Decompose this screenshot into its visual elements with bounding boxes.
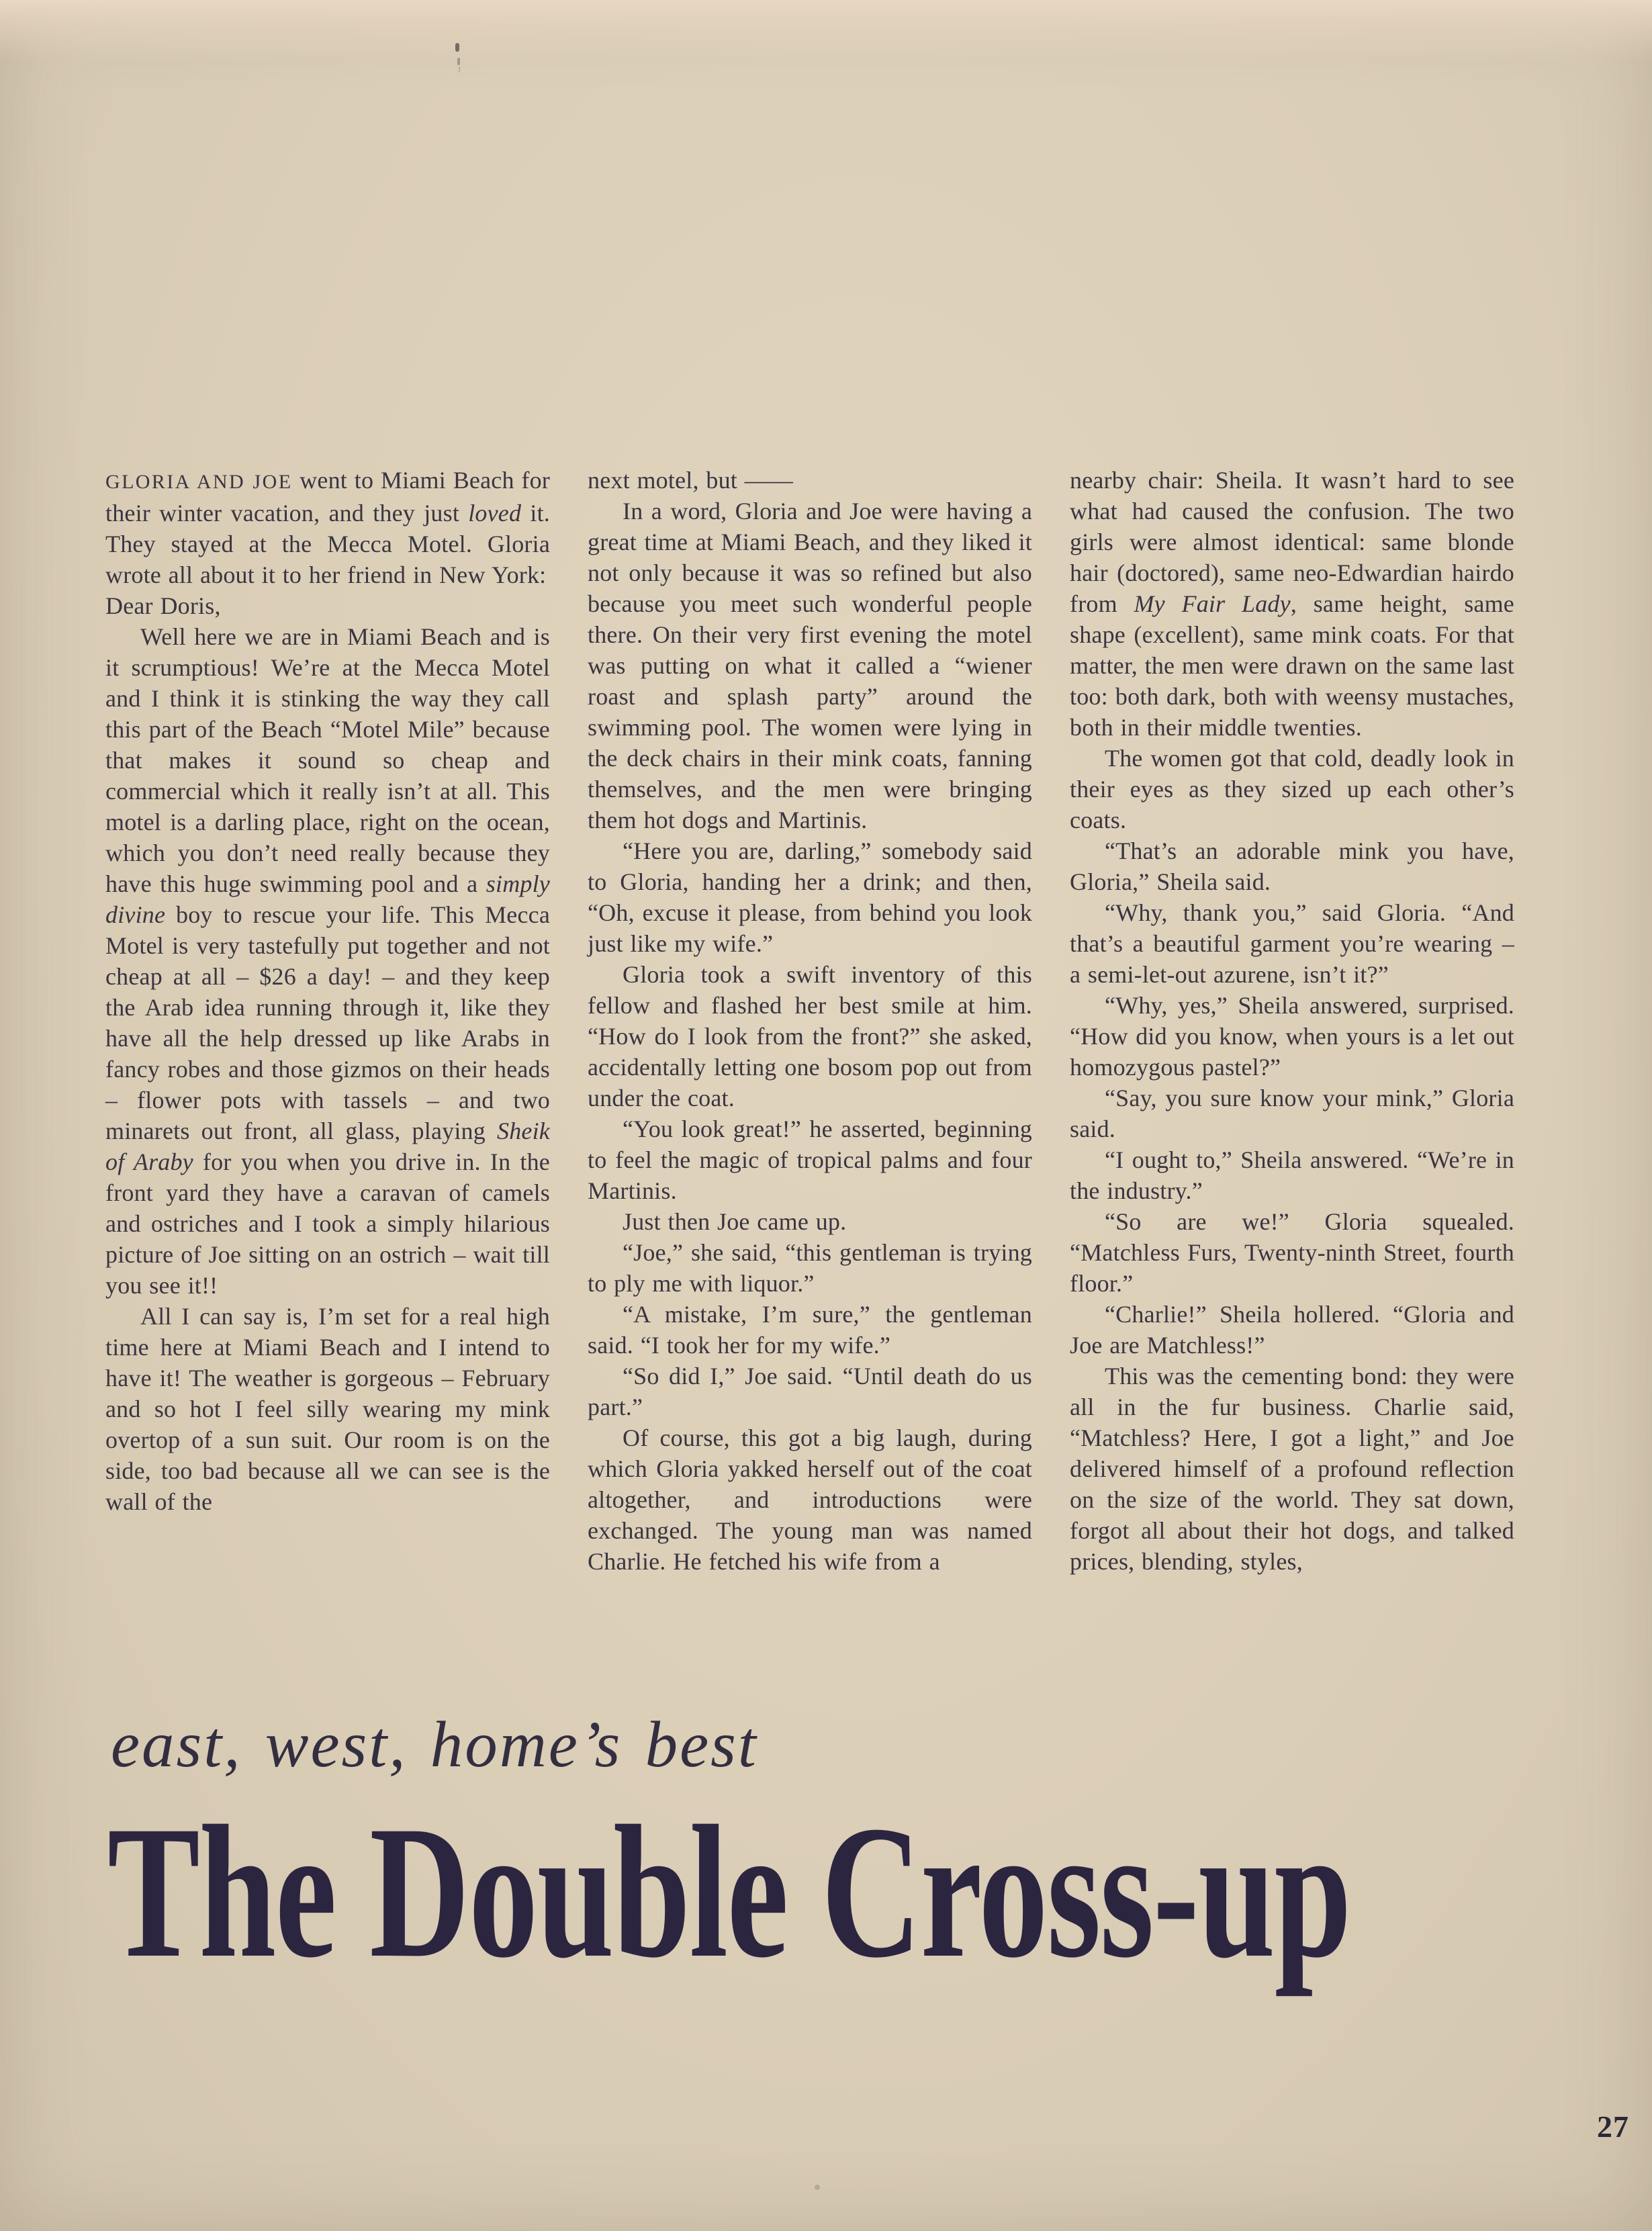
- paragraph: [105, 1301, 550, 1517]
- article-column-2: [588, 465, 1032, 1577]
- text-segment: Gloria took a swift inventory of this fellow and flashed her best smile at him. “How do I look from the front?” she asked, accidentally letting one bosom pop out from under the coat.: [588, 961, 1032, 1111]
- article-column-1: [105, 465, 550, 1577]
- paragraph: [1070, 465, 1514, 743]
- text-segment: All I can say is, I’m set for a real high time here at Miami Beach and I intend to have it! The weather is gorgeous – February and so hot I feel silly wearing my mink overtop of a sun suit. Our room is on the side, too bad because all we can see is the wall of the: [105, 1303, 550, 1515]
- text-segment: went to Miami Beach for their winter vacation, and they just: [105, 467, 550, 527]
- paragraph: [1070, 835, 1514, 897]
- paragraph: [588, 1206, 1032, 1237]
- text-segment: “Why, yes,” Sheila answered, surprised. “How did you know, when yours is a let out homozygous pastel?”: [1070, 992, 1514, 1081]
- text-segment: “Here you are, darling,” somebody said to Gloria, handing her a drink; and then, “Oh, excuse it please, from behind you look just like my wife.”: [588, 837, 1032, 957]
- text-segment: nearby chair: Sheila. It wasn’t hard to see what had caused the confusion. The two girls were almost identical: same blonde hair (doctored), same neo-Edwardian hairdo from: [1070, 467, 1514, 617]
- paragraph: [1070, 743, 1514, 835]
- article-column-3: [1070, 465, 1514, 1577]
- paragraph: [588, 465, 1032, 496]
- paragraph: [105, 621, 550, 1301]
- text-segment: it. They stayed at the Mecca Motel. Gloria wrote all about it to her friend in New York:: [105, 500, 550, 588]
- paragraph: [1070, 1361, 1514, 1577]
- text-segment: Well here we are in Miami Beach and is it scrumptious! We’re at the Mecca Motel and I think it is stinking the way they call this part of the Beach “Motel Mile” because that makes it sound so cheap and commercial which it really isn’t at all. This motel is a darling place, right on the ocean, which you don’t need really because they have this huge swimming pool and a: [105, 623, 550, 897]
- text-segment: “I ought to,” Sheila answered. “We’re in the industry.”: [1070, 1146, 1514, 1204]
- paragraph: [588, 1361, 1032, 1422]
- paragraph: [1070, 1299, 1514, 1361]
- text-segment: “So are we!” Gloria squealed. “Matchless Furs, Twenty-ninth Street, fourth floor.”: [1070, 1208, 1514, 1297]
- text-segment-italic: simply divine: [105, 870, 550, 928]
- text-segment: “Joe,” she said, “this gentleman is trying to ply me with liquor.”: [588, 1239, 1032, 1297]
- text-segment: “You look great!” he asserted, beginning to feel the magic of tropical palms and four Martinis.: [588, 1116, 1032, 1204]
- paragraph: [1070, 1144, 1514, 1206]
- text-segment: Dear Doris,: [105, 592, 221, 619]
- kicker-tagline: east, west, home’s best: [111, 1709, 758, 1780]
- text-segment: “So did I,” Joe said. “Until death do us part.”: [588, 1363, 1032, 1420]
- text-segment: Of course, this got a big laugh, during which Gloria yakked herself out of the coat altogether, and introductions were exchanged. The young man was named Charlie. He fetched his wife from a: [588, 1424, 1032, 1575]
- text-segment: “That’s an adorable mink you have, Gloria,” Sheila said.: [1070, 837, 1514, 895]
- paragraph: [1070, 990, 1514, 1083]
- paragraph: [588, 496, 1032, 835]
- text-segment: “Charlie!” Sheila hollered. “Gloria and Joe are Matchless!”: [1070, 1301, 1514, 1359]
- text-segment: for you when you drive in. In the front yard they have a caravan of camels and ostriches and I took a simply hilarious picture of Joe sitting on an ostrich – wait till you see it!!: [105, 1148, 550, 1299]
- text-segment: “Say, you sure know your mink,” Gloria said.: [1070, 1085, 1514, 1142]
- text-segment-italic: Sheik of Araby: [105, 1118, 550, 1175]
- paragraph: [105, 590, 550, 621]
- article-body: [105, 465, 1514, 1577]
- paragraph: [588, 1422, 1032, 1577]
- text-segment: This was the cementing bond: they were all in the fur business. Charlie said, “Matchless? Here, I got a light,” and Joe delivered himself of a profound reflection on the size of the world. They sat down, forgot all about their hot dogs, and talked prices, blending, styles,: [1070, 1363, 1514, 1575]
- text-segment: Just then Joe came up.: [623, 1208, 847, 1235]
- paragraph: [588, 1113, 1032, 1206]
- text-segment: boy to rescue your life. This Mecca Motel is very tastefully put together and not cheap at all – $26 a day! – and they keep the Arab idea running through it, like they have all the help dressed up like Arabs in fancy robes and those gizmos on their heads – flower pots with tassels – and two minarets out front, all glass, playing: [105, 901, 550, 1144]
- text-segment: “Why, thank you,” said Gloria. “And that’s a beautiful garment you’re wearing – a semi-let-out azurene, isn’t it?”: [1070, 899, 1514, 988]
- text-segment: next motel, but ——: [588, 467, 794, 494]
- paragraph: [588, 1237, 1032, 1299]
- paragraph: [1070, 1206, 1514, 1299]
- text-segment: , same height, same shape (excellent), same mink coats. For that matter, the men were drawn on the same last too: both dark, both with weensy mustaches, both in their middle twenties.: [1070, 590, 1514, 741]
- paragraph: [105, 465, 550, 590]
- print-speck: [815, 2185, 820, 2190]
- text-segment-italic: loved: [468, 500, 522, 527]
- print-speck: [455, 43, 459, 52]
- paragraph: [588, 1299, 1032, 1361]
- paragraph: [1070, 897, 1514, 990]
- text-segment-italic: My Fair Lady: [1134, 590, 1291, 617]
- paragraph: [1070, 1083, 1514, 1144]
- text-segment-smallcaps: GLORIA AND JOE: [105, 471, 293, 493]
- text-segment: The women got that cold, deadly look in their eyes as they sized up each other’s coats.: [1070, 745, 1514, 833]
- page-number: 27: [1597, 2109, 1629, 2144]
- headline: [107, 1787, 1652, 1997]
- paragraph: [588, 835, 1032, 959]
- paragraph: [588, 959, 1032, 1113]
- text-segment: “A mistake, I’m sure,” the gentleman said. “I took her for my wife.”: [588, 1301, 1032, 1359]
- headline-text: The Double Cross-up: [107, 1787, 1351, 1997]
- text-segment: In a word, Gloria and Joe were having a great time at Miami Beach, and they liked it not only because it was so refined but also because you meet such wonderful people there. On their very first evening the motel was putting on what it called a “wiener roast and splash party” around the swimming pool. The women were lying in the deck chairs in their mink coats, fanning themselves, and the men were bringing them hot dogs and Martinis.: [588, 498, 1032, 833]
